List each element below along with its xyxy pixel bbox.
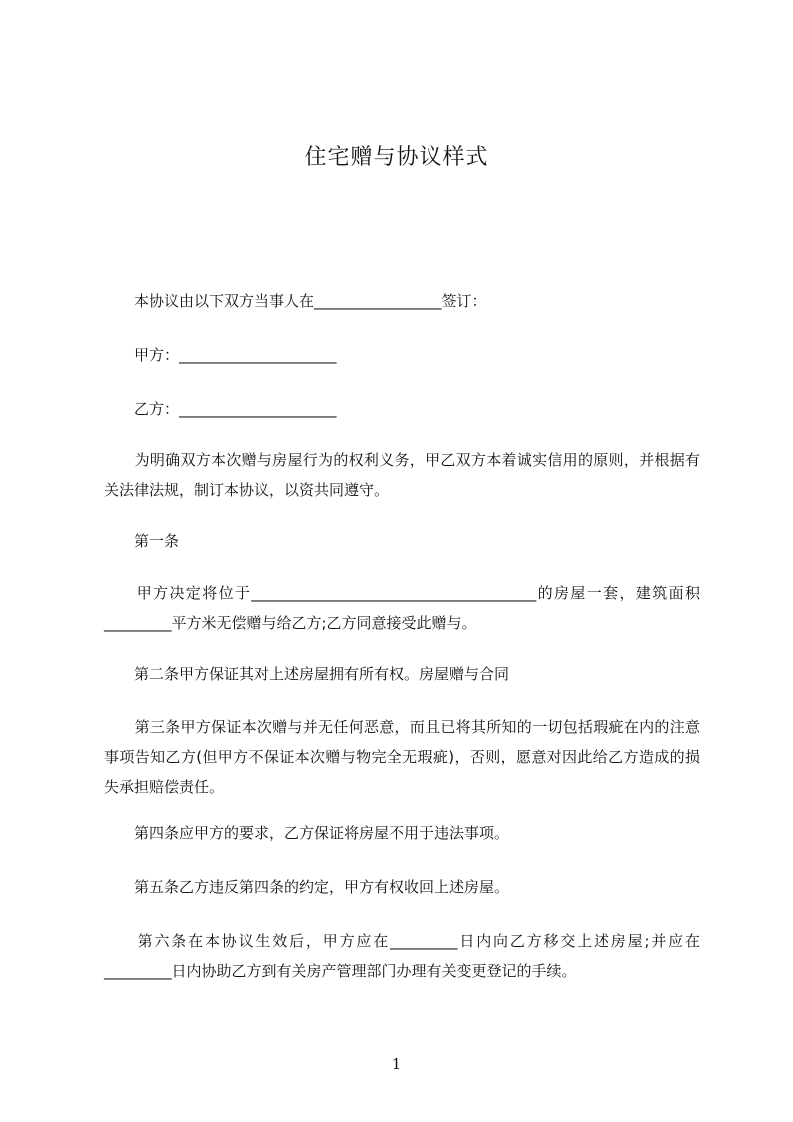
purpose-paragraph: 为明确双方本次赠与房屋行为的权利义务，甲乙双方本着诚实信用的原则，并根据有关法律法规，制订本协议，以资共同遵守。: [104, 451, 700, 499]
article-1-body: 甲方决定将位于______________________________________的房屋一套，建筑面积_________平方米无偿赠与给乙方;乙方同意接受此赠与。: [104, 584, 700, 632]
party-b-line: 乙方：_____________________: [104, 400, 337, 418]
article-1-heading: 第一条: [104, 532, 180, 550]
article-2: 第二条甲方保证其对上述房屋拥有所有权。房屋赠与合同: [104, 665, 510, 683]
page-number: 1: [391, 1055, 402, 1073]
article-4: 第四条应甲方的要求，乙方保证将房屋不用于违法事项。: [104, 824, 510, 842]
intro-signing-paragraph: 本协议由以下双方当事人在_________________签订：: [104, 292, 487, 310]
article-5: 第五条乙方违反第四条的约定，甲方有权收回上述房屋。: [104, 878, 510, 896]
article-6: 第六条在本协议生效后，甲方应在_________日内向乙方移交上述房屋;并应在_________日内协助乙方到有关房产管理部门办理有关变更登记的手续。: [104, 932, 700, 980]
document-title: 住宅赠与协议样式: [304, 145, 489, 170]
party-a-line: 甲方：_____________________: [104, 346, 337, 364]
article-3: 第三条甲方保证本次赠与并无任何恶意，而且已将其所知的一切包括瑕疵在内的注意事项告知乙方(但甲方不保证本次赠与物完全无瑕疵)，否则，愿意对因此给乙方造成的损失承担赔偿责任。: [104, 718, 700, 796]
